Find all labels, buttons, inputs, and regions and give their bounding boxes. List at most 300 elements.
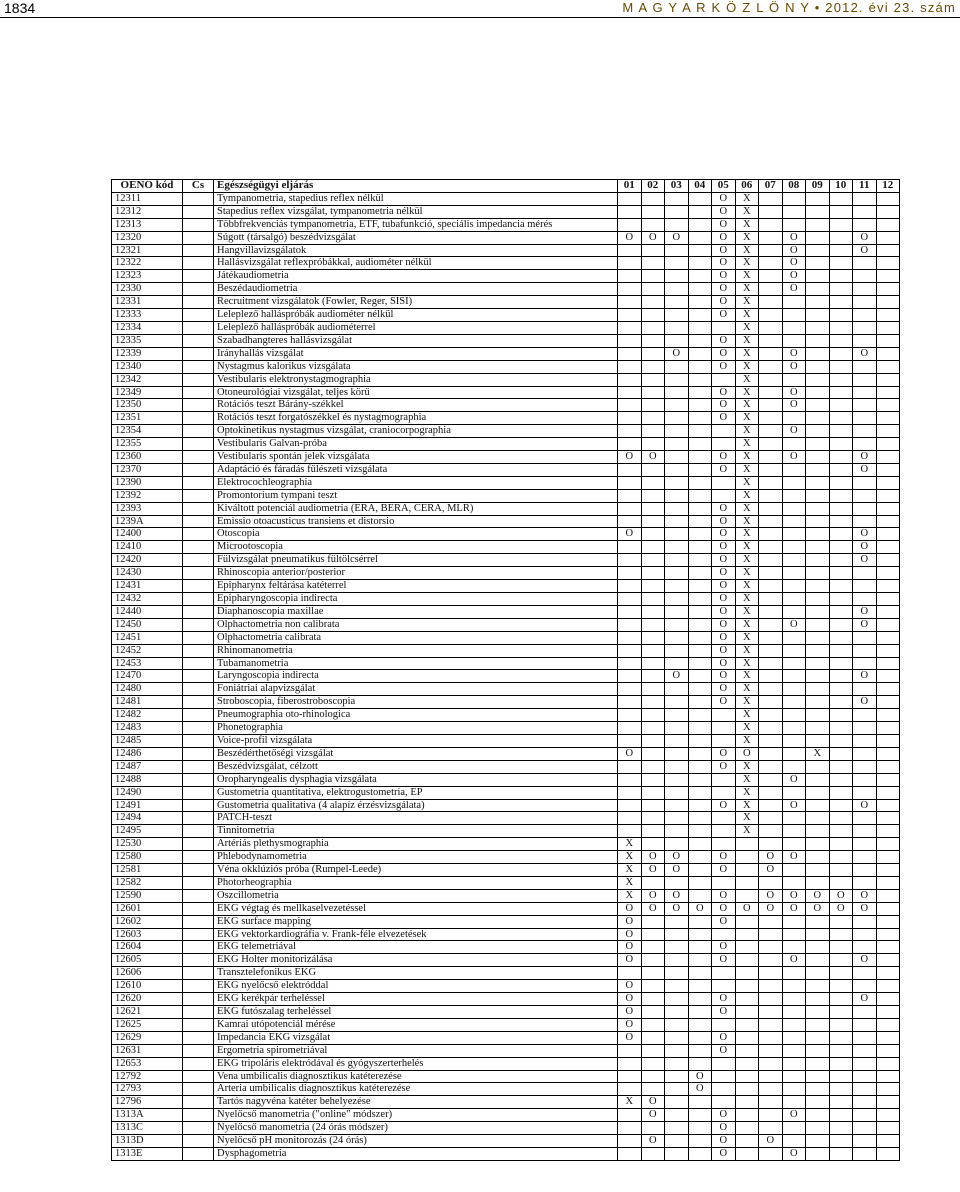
category-mark-cell bbox=[782, 747, 806, 760]
category-mark-cell bbox=[665, 722, 689, 735]
oeno-code-cell: 12393 bbox=[112, 502, 183, 515]
cs-cell bbox=[183, 1031, 214, 1044]
category-mark-cell bbox=[641, 683, 665, 696]
category-mark-cell bbox=[665, 593, 689, 606]
procedure-name-cell: EKG kerékpár terheléssel bbox=[214, 993, 618, 1006]
category-mark-cell bbox=[806, 1057, 830, 1070]
category-mark-cell bbox=[665, 980, 689, 993]
oeno-code-cell: 12590 bbox=[112, 889, 183, 902]
category-mark-cell bbox=[829, 257, 853, 270]
procedure-name-cell: Epipharynx feltárása katéterrel bbox=[214, 580, 618, 593]
category-mark-cell bbox=[876, 1096, 900, 1109]
category-mark-cell: O bbox=[712, 683, 736, 696]
category-mark-cell: X bbox=[735, 670, 759, 683]
category-mark-cell bbox=[688, 825, 712, 838]
category-mark-cell bbox=[853, 1070, 877, 1083]
category-mark-cell bbox=[618, 515, 642, 528]
category-mark-cell bbox=[688, 851, 712, 864]
category-mark-cell bbox=[688, 244, 712, 257]
category-mark-cell bbox=[688, 502, 712, 515]
category-mark-cell bbox=[665, 1044, 689, 1057]
category-mark-cell: O bbox=[853, 231, 877, 244]
category-mark-cell bbox=[876, 941, 900, 954]
category-mark-cell bbox=[665, 515, 689, 528]
category-mark-cell: O bbox=[853, 993, 877, 1006]
category-mark-cell bbox=[759, 747, 783, 760]
category-mark-cell bbox=[641, 734, 665, 747]
category-mark-cell bbox=[876, 1083, 900, 1096]
oeno-code-cell: 12333 bbox=[112, 309, 183, 322]
category-mark-cell bbox=[688, 399, 712, 412]
category-mark-cell bbox=[618, 799, 642, 812]
procedure-name-cell: Emissio otoacusticus transiens et distorsio bbox=[214, 515, 618, 528]
category-mark-cell bbox=[641, 928, 665, 941]
category-mark-cell bbox=[688, 451, 712, 464]
category-mark-cell bbox=[641, 825, 665, 838]
procedure-name-cell: Kiváltott potenciál audiometria (ERA, BERA, CERA, MLR) bbox=[214, 502, 618, 515]
category-mark-cell bbox=[759, 876, 783, 889]
category-mark-cell bbox=[665, 1031, 689, 1044]
category-mark-cell: X bbox=[735, 502, 759, 515]
procedure-name-cell: Ergometria spirometriával bbox=[214, 1044, 618, 1057]
category-mark-cell: O bbox=[712, 412, 736, 425]
category-mark-cell bbox=[688, 463, 712, 476]
category-mark-cell bbox=[688, 734, 712, 747]
category-mark-cell bbox=[876, 438, 900, 451]
category-mark-cell bbox=[782, 1057, 806, 1070]
table-row bbox=[112, 489, 900, 502]
category-mark-cell bbox=[665, 696, 689, 709]
cs-cell bbox=[183, 231, 214, 244]
cs-cell bbox=[183, 1057, 214, 1070]
category-mark-cell bbox=[876, 580, 900, 593]
table-row bbox=[112, 1057, 900, 1070]
cs-cell bbox=[183, 915, 214, 928]
oeno-code-cell: 12312 bbox=[112, 205, 183, 218]
category-mark-cell bbox=[806, 773, 830, 786]
category-mark-cell bbox=[806, 489, 830, 502]
oeno-code-cell: 12321 bbox=[112, 244, 183, 257]
category-mark-cell bbox=[618, 412, 642, 425]
category-mark-cell bbox=[641, 502, 665, 515]
category-mark-cell bbox=[829, 1083, 853, 1096]
category-mark-cell bbox=[829, 231, 853, 244]
table-row bbox=[112, 812, 900, 825]
category-mark-cell bbox=[688, 696, 712, 709]
category-mark-cell bbox=[782, 1006, 806, 1019]
category-mark-cell bbox=[618, 618, 642, 631]
category-mark-cell: O bbox=[641, 851, 665, 864]
category-mark-cell bbox=[829, 205, 853, 218]
category-mark-cell bbox=[712, 1096, 736, 1109]
table-row bbox=[112, 838, 900, 851]
cs-cell bbox=[183, 864, 214, 877]
table-row bbox=[112, 309, 900, 322]
category-mark-cell bbox=[829, 941, 853, 954]
category-mark-cell bbox=[853, 734, 877, 747]
category-mark-cell: O bbox=[618, 451, 642, 464]
procedure-name-cell: Phonetographia bbox=[214, 722, 618, 735]
category-mark-cell bbox=[876, 270, 900, 283]
procedure-name-cell: Beszédérthetőségi vizsgálat bbox=[214, 747, 618, 760]
category-mark-cell: O bbox=[759, 889, 783, 902]
category-mark-cell bbox=[782, 554, 806, 567]
category-mark-cell bbox=[688, 580, 712, 593]
category-mark-cell: O bbox=[712, 915, 736, 928]
category-mark-cell bbox=[759, 244, 783, 257]
category-mark-cell bbox=[665, 257, 689, 270]
category-mark-cell bbox=[618, 773, 642, 786]
table-row bbox=[112, 954, 900, 967]
category-mark-cell: O bbox=[759, 1135, 783, 1148]
category-mark-cell bbox=[665, 1083, 689, 1096]
category-mark-cell bbox=[712, 489, 736, 502]
category-mark-cell: O bbox=[618, 928, 642, 941]
category-mark-cell bbox=[829, 1057, 853, 1070]
header-rule bbox=[0, 17, 960, 18]
category-mark-cell bbox=[782, 683, 806, 696]
category-mark-cell bbox=[759, 838, 783, 851]
category-mark-cell bbox=[665, 747, 689, 760]
category-mark-cell bbox=[829, 825, 853, 838]
category-mark-cell bbox=[806, 231, 830, 244]
category-mark-cell bbox=[782, 786, 806, 799]
category-mark-cell bbox=[712, 734, 736, 747]
procedure-name-cell: Gustometria qualitativa (4 alapíz érzésvizsgálata) bbox=[214, 799, 618, 812]
category-mark-cell bbox=[641, 489, 665, 502]
category-mark-cell bbox=[782, 1018, 806, 1031]
category-mark-cell bbox=[688, 838, 712, 851]
category-mark-cell bbox=[876, 386, 900, 399]
category-mark-cell: X bbox=[806, 747, 830, 760]
category-mark-cell bbox=[829, 1031, 853, 1044]
category-mark-cell: O bbox=[712, 218, 736, 231]
oeno-code-cell: 12796 bbox=[112, 1096, 183, 1109]
cs-cell bbox=[183, 334, 214, 347]
category-mark-cell bbox=[853, 1147, 877, 1160]
category-mark-cell bbox=[665, 270, 689, 283]
category-mark-cell bbox=[853, 425, 877, 438]
category-mark-cell bbox=[759, 980, 783, 993]
category-mark-cell bbox=[641, 412, 665, 425]
category-mark-cell bbox=[641, 993, 665, 1006]
category-mark-cell bbox=[618, 825, 642, 838]
oeno-code-cell: 12355 bbox=[112, 438, 183, 451]
category-mark-cell bbox=[853, 631, 877, 644]
category-mark-cell bbox=[829, 1096, 853, 1109]
category-mark-cell: O bbox=[853, 799, 877, 812]
table-row bbox=[112, 1135, 900, 1148]
category-mark-cell: X bbox=[618, 851, 642, 864]
category-mark-cell bbox=[806, 670, 830, 683]
category-mark-cell bbox=[853, 502, 877, 515]
category-mark-cell: X bbox=[735, 412, 759, 425]
category-mark-cell bbox=[829, 567, 853, 580]
category-mark-cell bbox=[688, 993, 712, 1006]
category-mark-cell bbox=[806, 580, 830, 593]
category-mark-cell bbox=[618, 373, 642, 386]
procedure-name-cell: Súgott (társalgó) beszédvizsgálat bbox=[214, 231, 618, 244]
category-mark-cell bbox=[876, 412, 900, 425]
category-mark-cell bbox=[641, 528, 665, 541]
category-mark-cell bbox=[688, 1018, 712, 1031]
table-row bbox=[112, 270, 900, 283]
category-mark-cell bbox=[853, 657, 877, 670]
oeno-code-cell: 12483 bbox=[112, 722, 183, 735]
category-mark-cell bbox=[641, 967, 665, 980]
category-mark-cell bbox=[759, 476, 783, 489]
procedure-name-cell: Microotoscopia bbox=[214, 541, 618, 554]
category-mark-cell: X bbox=[735, 463, 759, 476]
cs-cell bbox=[183, 812, 214, 825]
category-mark-cell bbox=[665, 1018, 689, 1031]
category-mark-cell bbox=[829, 644, 853, 657]
category-mark-cell bbox=[829, 954, 853, 967]
procedure-name-cell: Vestibularis spontán jelek vizsgálata bbox=[214, 451, 618, 464]
category-mark-cell bbox=[876, 451, 900, 464]
category-mark-cell bbox=[712, 786, 736, 799]
category-mark-cell bbox=[688, 1006, 712, 1019]
table-row bbox=[112, 373, 900, 386]
category-mark-cell: O bbox=[712, 360, 736, 373]
category-mark-cell: O bbox=[641, 1109, 665, 1122]
procedure-name-cell: Játékaudiometria bbox=[214, 270, 618, 283]
category-mark-cell bbox=[853, 489, 877, 502]
category-mark-cell bbox=[829, 1109, 853, 1122]
category-mark-cell bbox=[876, 838, 900, 851]
category-mark-cell: O bbox=[853, 463, 877, 476]
table-body bbox=[112, 192, 900, 1160]
category-mark-cell bbox=[688, 915, 712, 928]
procedure-name-cell: EKG nyelőcső elektróddal bbox=[214, 980, 618, 993]
category-mark-cell bbox=[829, 270, 853, 283]
category-mark-cell bbox=[782, 941, 806, 954]
category-mark-cell bbox=[618, 696, 642, 709]
table-row bbox=[112, 902, 900, 915]
oeno-code-cell: 12390 bbox=[112, 476, 183, 489]
procedure-name-cell: Leleplező halláspróbák audiométerrel bbox=[214, 321, 618, 334]
category-mark-cell: O bbox=[712, 644, 736, 657]
category-mark-cell bbox=[759, 812, 783, 825]
category-mark-cell bbox=[618, 476, 642, 489]
category-mark-cell: O bbox=[853, 605, 877, 618]
category-mark-cell: O bbox=[712, 799, 736, 812]
category-mark-cell bbox=[665, 915, 689, 928]
category-mark-cell bbox=[641, 515, 665, 528]
oeno-code-cell: 1239A bbox=[112, 515, 183, 528]
category-mark-cell bbox=[618, 425, 642, 438]
category-mark-cell bbox=[782, 1070, 806, 1083]
oeno-code-cell: 12582 bbox=[112, 876, 183, 889]
header-col-07: 07 bbox=[759, 180, 783, 193]
category-mark-cell: O bbox=[712, 864, 736, 877]
category-mark-cell bbox=[688, 360, 712, 373]
category-mark-cell bbox=[806, 1070, 830, 1083]
category-mark-cell: O bbox=[712, 631, 736, 644]
table-row bbox=[112, 463, 900, 476]
cs-cell bbox=[183, 386, 214, 399]
category-mark-cell bbox=[853, 360, 877, 373]
procedure-name-cell: Tubamanometria bbox=[214, 657, 618, 670]
category-mark-cell bbox=[876, 747, 900, 760]
category-mark-cell bbox=[853, 1018, 877, 1031]
header-col-04: 04 bbox=[688, 180, 712, 193]
category-mark-cell: X bbox=[735, 347, 759, 360]
category-mark-cell bbox=[641, 593, 665, 606]
category-mark-cell bbox=[641, 644, 665, 657]
category-mark-cell bbox=[876, 502, 900, 515]
cs-cell bbox=[183, 773, 214, 786]
category-mark-cell bbox=[641, 722, 665, 735]
category-mark-cell bbox=[829, 696, 853, 709]
category-mark-cell bbox=[759, 541, 783, 554]
category-mark-cell bbox=[876, 309, 900, 322]
category-mark-cell: O bbox=[782, 451, 806, 464]
category-mark-cell bbox=[829, 580, 853, 593]
category-mark-cell: O bbox=[853, 451, 877, 464]
category-mark-cell bbox=[759, 1018, 783, 1031]
category-mark-cell bbox=[806, 347, 830, 360]
category-mark-cell bbox=[618, 657, 642, 670]
category-mark-cell: O bbox=[712, 902, 736, 915]
oeno-code-cell: 1313C bbox=[112, 1122, 183, 1135]
oeno-code-cell: 12370 bbox=[112, 463, 183, 476]
procedure-name-cell: EKG végtag és mellkaselvezetéssel bbox=[214, 902, 618, 915]
category-mark-cell bbox=[618, 399, 642, 412]
category-mark-cell bbox=[876, 567, 900, 580]
category-mark-cell bbox=[782, 657, 806, 670]
category-mark-cell: X bbox=[735, 722, 759, 735]
category-mark-cell: O bbox=[853, 954, 877, 967]
category-mark-cell: X bbox=[735, 618, 759, 631]
category-mark-cell: O bbox=[665, 670, 689, 683]
category-mark-cell bbox=[641, 1147, 665, 1160]
category-mark-cell bbox=[641, 309, 665, 322]
category-mark-cell bbox=[618, 244, 642, 257]
category-mark-cell bbox=[641, 283, 665, 296]
table-row bbox=[112, 644, 900, 657]
procedure-name-cell: Olphactometria non calibrata bbox=[214, 618, 618, 631]
cs-cell bbox=[183, 489, 214, 502]
category-mark-cell: O bbox=[829, 902, 853, 915]
category-mark-cell bbox=[759, 605, 783, 618]
category-mark-cell: O bbox=[665, 889, 689, 902]
category-mark-cell bbox=[665, 554, 689, 567]
category-mark-cell bbox=[853, 309, 877, 322]
category-mark-cell: X bbox=[735, 218, 759, 231]
category-mark-cell: O bbox=[712, 205, 736, 218]
category-mark-cell bbox=[876, 192, 900, 205]
oeno-code-cell: 12481 bbox=[112, 696, 183, 709]
category-mark-cell: O bbox=[782, 851, 806, 864]
category-mark-cell: O bbox=[618, 1006, 642, 1019]
category-mark-cell: O bbox=[712, 941, 736, 954]
category-mark-cell bbox=[759, 1031, 783, 1044]
procedure-name-cell: Nyelőcső manometria ("online" módszer) bbox=[214, 1109, 618, 1122]
category-mark-cell: X bbox=[618, 838, 642, 851]
table-row bbox=[112, 1096, 900, 1109]
category-mark-cell: O bbox=[618, 941, 642, 954]
category-mark-cell bbox=[688, 967, 712, 980]
procedure-name-cell: Stapedius reflex vizsgálat, tympanometria nélkül bbox=[214, 205, 618, 218]
category-mark-cell bbox=[759, 296, 783, 309]
oeno-code-cell: 12323 bbox=[112, 270, 183, 283]
category-mark-cell bbox=[665, 244, 689, 257]
category-mark-cell bbox=[876, 244, 900, 257]
oeno-code-cell: 12792 bbox=[112, 1070, 183, 1083]
category-mark-cell bbox=[735, 864, 759, 877]
category-mark-cell bbox=[688, 1109, 712, 1122]
category-mark-cell bbox=[618, 593, 642, 606]
category-mark-cell bbox=[665, 502, 689, 515]
category-mark-cell bbox=[829, 425, 853, 438]
category-mark-cell bbox=[876, 283, 900, 296]
category-mark-cell bbox=[735, 1031, 759, 1044]
category-mark-cell bbox=[618, 722, 642, 735]
category-mark-cell bbox=[618, 257, 642, 270]
category-mark-cell bbox=[829, 360, 853, 373]
category-mark-cell bbox=[782, 644, 806, 657]
category-mark-cell bbox=[688, 1147, 712, 1160]
category-mark-cell bbox=[853, 851, 877, 864]
category-mark-cell bbox=[688, 283, 712, 296]
category-mark-cell bbox=[829, 463, 853, 476]
category-mark-cell bbox=[829, 399, 853, 412]
table-row bbox=[112, 438, 900, 451]
category-mark-cell bbox=[829, 747, 853, 760]
category-mark-cell bbox=[688, 296, 712, 309]
category-mark-cell bbox=[735, 967, 759, 980]
category-mark-cell bbox=[759, 580, 783, 593]
category-mark-cell bbox=[759, 231, 783, 244]
category-mark-cell: O bbox=[712, 257, 736, 270]
category-mark-cell bbox=[618, 463, 642, 476]
table-row bbox=[112, 412, 900, 425]
category-mark-cell bbox=[876, 928, 900, 941]
category-mark-cell: O bbox=[712, 1147, 736, 1160]
category-mark-cell bbox=[829, 838, 853, 851]
procedure-name-cell: Recruitment vizsgálatok (Fowler, Reger, SISI) bbox=[214, 296, 618, 309]
category-mark-cell bbox=[641, 747, 665, 760]
cs-cell bbox=[183, 644, 214, 657]
category-mark-cell bbox=[618, 386, 642, 399]
category-mark-cell bbox=[618, 347, 642, 360]
category-mark-cell: O bbox=[782, 1147, 806, 1160]
category-mark-cell bbox=[806, 515, 830, 528]
category-mark-cell bbox=[853, 218, 877, 231]
category-mark-cell bbox=[641, 554, 665, 567]
oeno-code-cell: 12491 bbox=[112, 799, 183, 812]
category-mark-cell bbox=[829, 605, 853, 618]
category-mark-cell bbox=[853, 915, 877, 928]
table-row bbox=[112, 1044, 900, 1057]
table-row bbox=[112, 799, 900, 812]
header-col-08: 08 bbox=[782, 180, 806, 193]
category-mark-cell bbox=[665, 760, 689, 773]
category-mark-cell: X bbox=[735, 812, 759, 825]
category-mark-cell: O bbox=[782, 386, 806, 399]
category-mark-cell bbox=[806, 425, 830, 438]
cs-cell bbox=[183, 1018, 214, 1031]
table-row bbox=[112, 993, 900, 1006]
category-mark-cell bbox=[665, 1096, 689, 1109]
cs-cell bbox=[183, 618, 214, 631]
cs-cell bbox=[183, 451, 214, 464]
category-mark-cell bbox=[688, 489, 712, 502]
category-mark-cell bbox=[829, 812, 853, 825]
category-mark-cell bbox=[876, 321, 900, 334]
category-mark-cell bbox=[806, 967, 830, 980]
